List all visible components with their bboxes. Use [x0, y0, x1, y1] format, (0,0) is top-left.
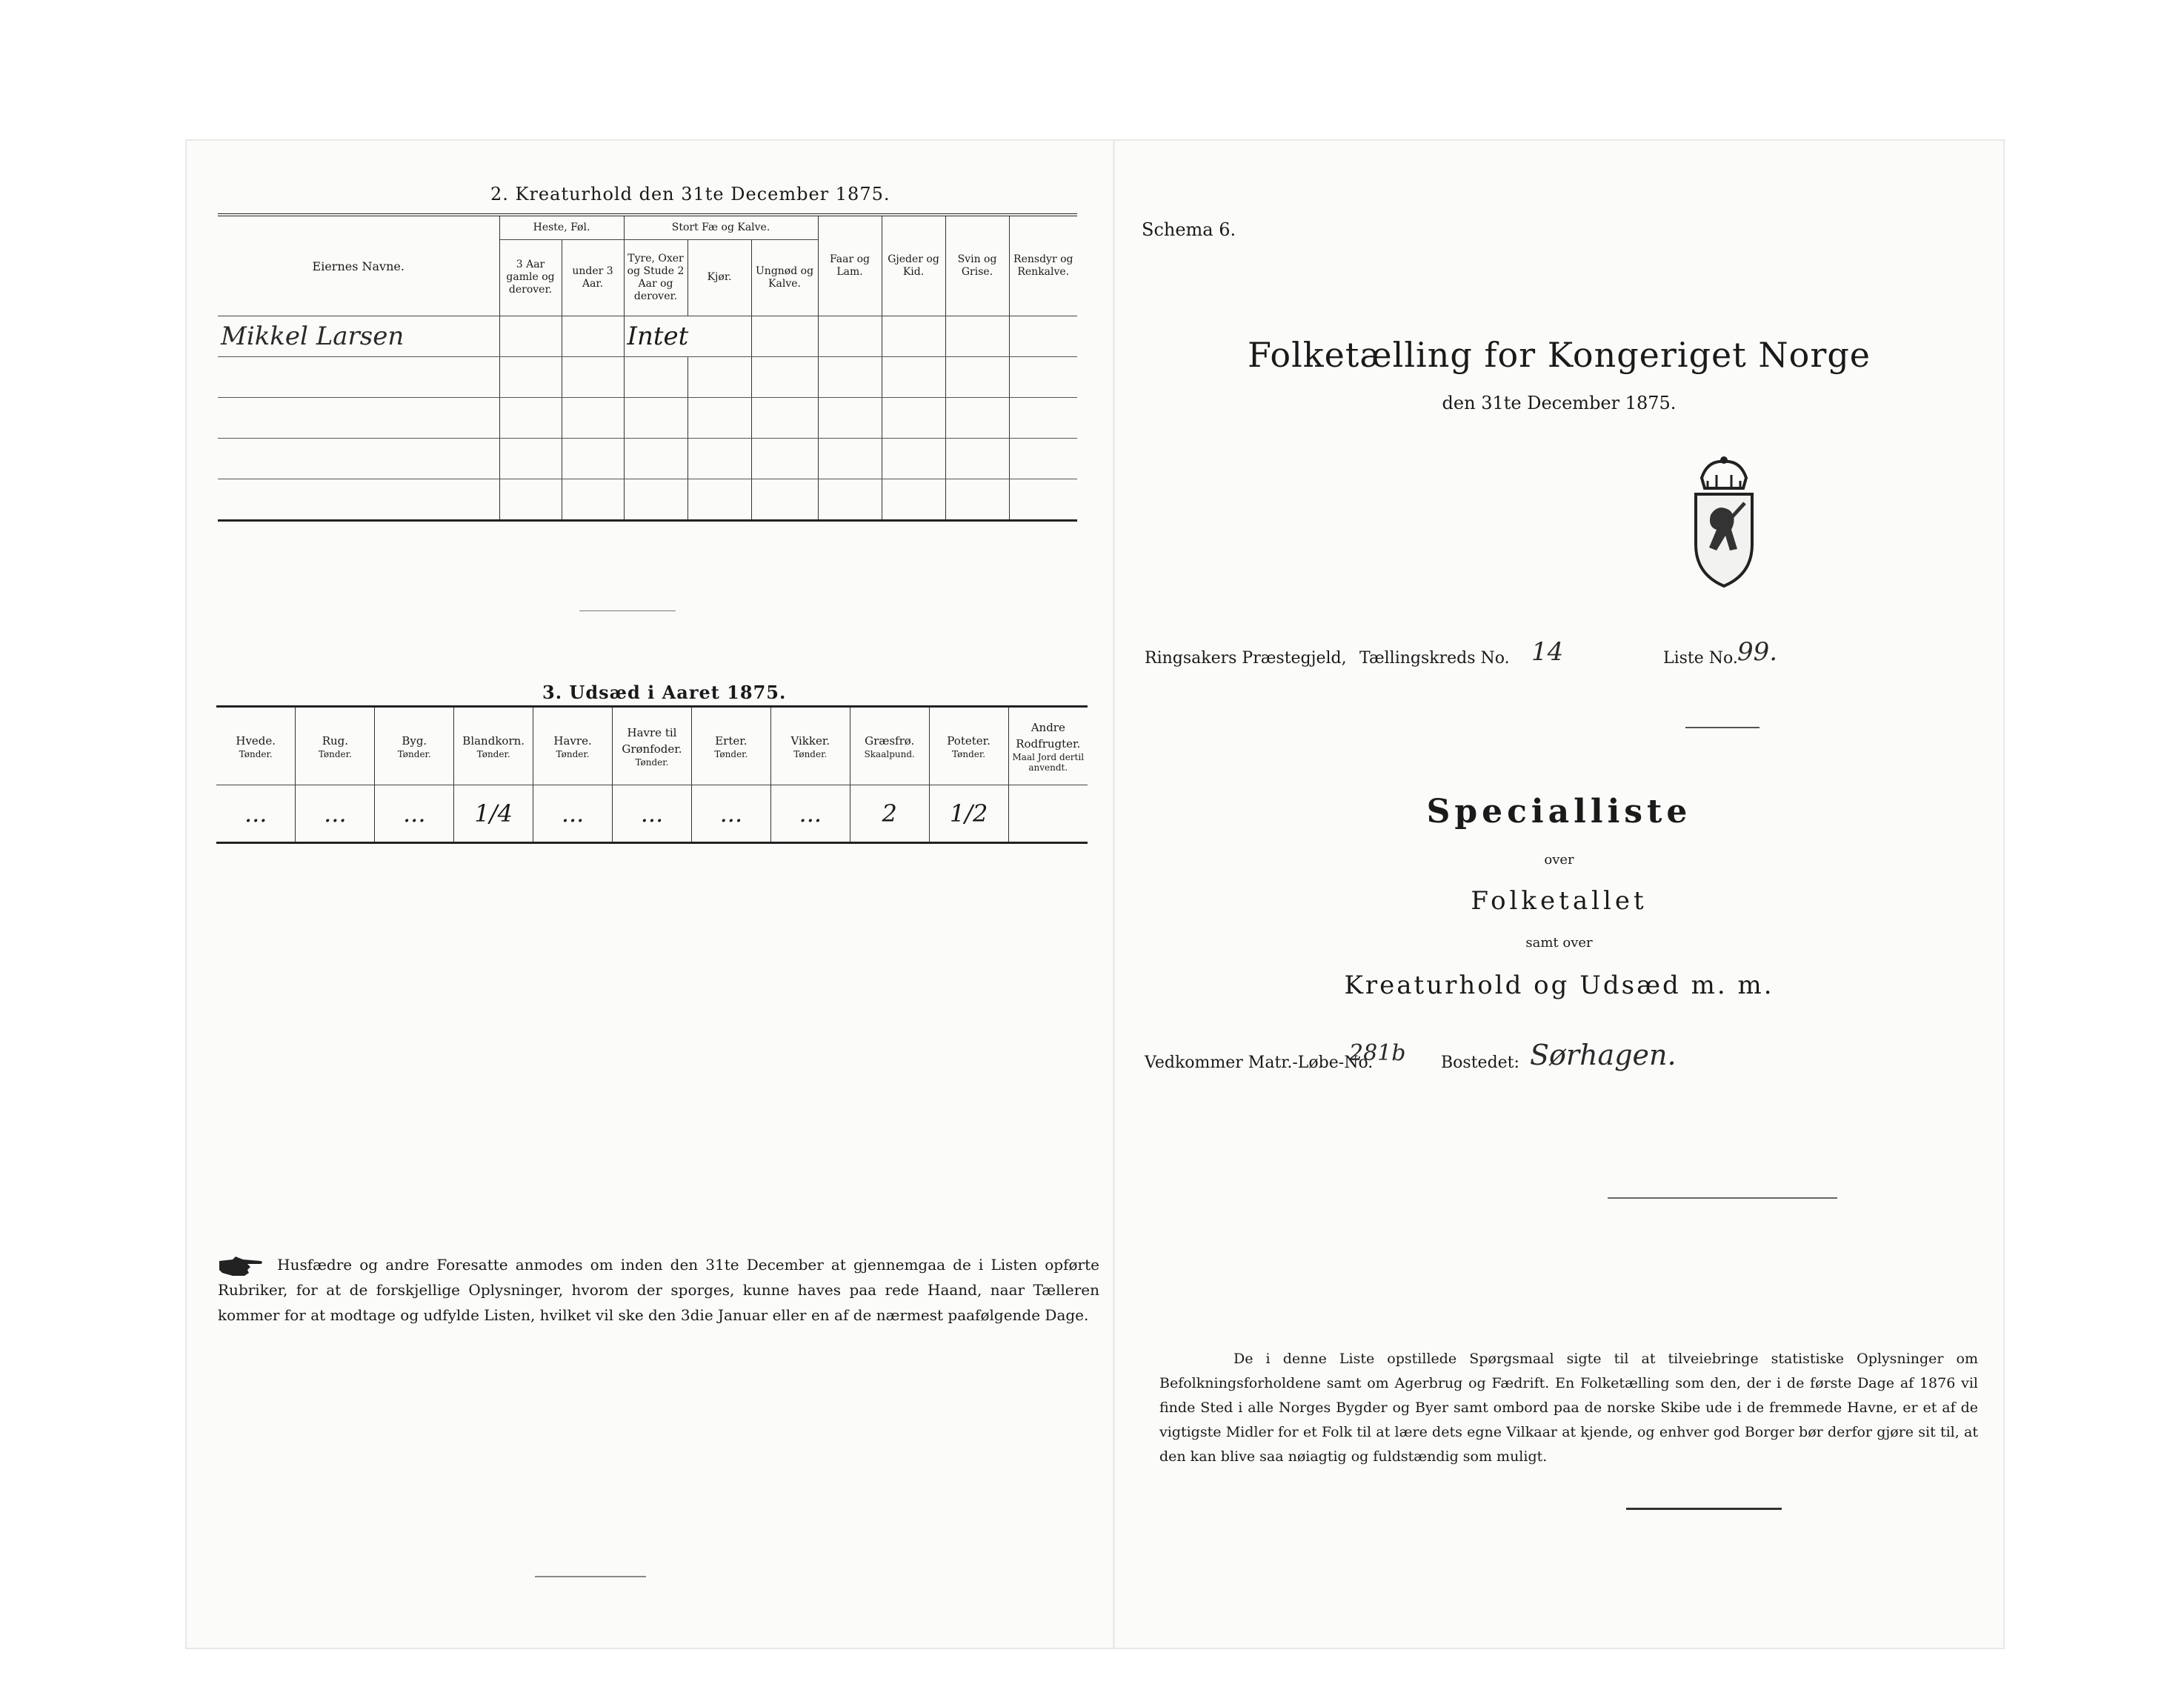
owner-name: Mikkel Larsen: [218, 316, 499, 357]
seed-header-unit: Tønder.: [239, 749, 273, 759]
divider: [1626, 1508, 1782, 1510]
bosted-value: Sørhagen.: [1530, 1039, 1677, 1071]
kreaturhold-label: Kreaturhold og Udsæd m. m.: [1344, 971, 1774, 1000]
seed-value: ...: [613, 785, 692, 843]
matr-value: 281b: [1349, 1040, 1406, 1066]
header-horses: Heste, Føl.: [499, 215, 624, 239]
divider: [1685, 727, 1759, 728]
left-page: [187, 141, 1113, 1648]
header-bulls: Tyre, Oxer og Stude 2 Aar og derover.: [624, 239, 688, 316]
seed-value: 1/4: [454, 785, 533, 843]
seed-header-name: Hvede.: [236, 734, 276, 748]
specialliste-title: Specialliste: [1426, 793, 1692, 831]
table-row: [218, 439, 1077, 479]
census-date: den 31te December 1875.: [1442, 393, 1677, 413]
livestock-value: Intet: [624, 316, 751, 357]
parish-label: Ringsakers Præstegjeld,: [1145, 649, 1347, 668]
seed-header: [296, 707, 375, 785]
seed-header-name: Poteter.: [947, 734, 991, 748]
header-young-cattle: Ungnød og Kalve.: [751, 239, 818, 316]
section3-title: 3. Udsæd i Aaret 1875.: [542, 682, 787, 703]
header-horses-old: 3 Aar gamle og derover.: [499, 239, 562, 316]
seed-header-name: Græsfrø.: [865, 734, 915, 748]
list-label: Liste No.: [1663, 649, 1738, 668]
seed-header-name: Blandkorn.: [462, 734, 525, 748]
seed-value: [1008, 785, 1088, 843]
pointing-hand-icon: [218, 1255, 270, 1277]
seed-header-name: Havre til Grønfoder.: [622, 726, 682, 756]
intro-paragraph: De i denne Liste opstillede Spørgsmaal sigte til at tilveiebringe statistiske Oplysninger om Befolkningsforholdene samt om Agerbrug og Fædrift. En Folketælling som den, der i de første Dage af 1876 vil finde Sted i alle Norges Bygder og Byer samt ombord paa de norske Skibe ude i de fremmede Havne, er et af de vigtigste Midler for et Folk til at lære dets egne Vilkaar at kjende, og enhver god Borger bør derfor gjøre sit til, at den kan blive saa nøiagtig og fuldstændig som muligt.: [1159, 1351, 1978, 1465]
header-cattle: Stort Fæ og Kalve.: [624, 215, 818, 239]
header-owner: Eiernes Navne.: [218, 215, 499, 316]
seed-header-unit: Tønder.: [318, 749, 352, 759]
seed-table: [216, 705, 1088, 844]
seed-header-name: Andre Rodfrugter.: [1016, 721, 1081, 751]
schema-number: Schema 6.: [1142, 219, 1236, 240]
table-row: [218, 398, 1077, 439]
seed-value: ...: [691, 785, 770, 843]
district-value: 14: [1531, 637, 1564, 667]
table-row: [218, 357, 1077, 398]
table-row: [216, 785, 1088, 843]
seed-value: 1/2: [929, 785, 1008, 843]
seed-header-unit: Tønder.: [952, 749, 986, 759]
header-reindeer: Rensdyr og Renkalve.: [1009, 215, 1077, 316]
bosted-label: Bostedet:: [1441, 1054, 1519, 1072]
seed-header: [770, 707, 850, 785]
matr-label: Vedkommer Matr.-Løbe-No.: [1145, 1054, 1374, 1072]
seed-header: [691, 707, 770, 785]
table-row: [218, 479, 1077, 521]
seed-value: ...: [533, 785, 613, 843]
notice-text: [218, 1252, 1099, 1328]
seed-header-unit: Tønder.: [714, 749, 748, 759]
seed-header-name: Havre.: [553, 734, 592, 748]
list-value: 99.: [1737, 637, 1778, 667]
seed-value: ...: [375, 785, 454, 843]
right-page: [1115, 141, 2003, 1648]
seed-header-name: Vikker.: [790, 734, 830, 748]
over-label: over: [1544, 852, 1574, 868]
seed-value: 2: [850, 785, 929, 843]
seed-header-unit: Skaalpund.: [864, 749, 915, 759]
seed-value: ...: [770, 785, 850, 843]
seed-header: [375, 707, 454, 785]
seed-value: ...: [296, 785, 375, 843]
seed-header: [533, 707, 613, 785]
seed-header: [1008, 707, 1088, 785]
seed-header-name: Erter.: [715, 734, 748, 748]
page-title: Folketælling for Kongeriget Norge: [1248, 335, 1871, 375]
livestock-table: [218, 213, 1077, 522]
seed-header-unit: Maal Jord dertil anvendt.: [1012, 752, 1085, 773]
samt-over-label: samt over: [1525, 935, 1593, 951]
seed-header-unit: Tønder.: [556, 749, 590, 759]
header-cows: Kjør.: [688, 239, 751, 316]
seed-header: [613, 707, 692, 785]
seed-header-unit: Tønder.: [476, 749, 510, 759]
seed-header-unit: Tønder.: [397, 749, 431, 759]
seed-header-name: Byg.: [402, 734, 427, 748]
notice-body: Husfædre og andre Foresatte anmodes om inden den 31te December at gjennemgaa de i Listen opførte Rubriker, for at de forskjellige Oplysninger, hvorom der sporges, kunne haves paa rede Haand, naar Tælleren kommer for at modtage og udfylde Listen, hvilket vil ske den 3die Januar eller en af de nærmest paafølgende Dage.: [218, 1256, 1099, 1324]
divider: [579, 610, 676, 611]
divider: [1608, 1197, 1837, 1199]
census-document: [187, 141, 2003, 1648]
seed-header-name: Rug.: [322, 734, 349, 748]
seed-header: [929, 707, 1008, 785]
table-row: [218, 316, 1077, 357]
header-goats: Gjeder og Kid.: [882, 215, 945, 316]
norway-coat-of-arms-icon: [1685, 456, 1762, 592]
header-pigs: Svin og Grise.: [945, 215, 1009, 316]
divider: [535, 1576, 646, 1577]
seed-header-unit: Tønder.: [635, 757, 669, 768]
folketallet-label: Folketallet: [1471, 886, 1648, 916]
seed-header-unit: Tønder.: [793, 749, 828, 759]
district-label: Tællingskreds No.: [1359, 649, 1510, 668]
seed-header: [454, 707, 533, 785]
seed-value: ...: [216, 785, 296, 843]
header-horses-young: under 3 Aar.: [562, 239, 624, 316]
seed-header: [216, 707, 296, 785]
section2-title: 2. Kreaturhold den 31te December 1875.: [490, 184, 890, 204]
seed-header: [850, 707, 929, 785]
header-sheep: Faar og Lam.: [818, 215, 882, 316]
